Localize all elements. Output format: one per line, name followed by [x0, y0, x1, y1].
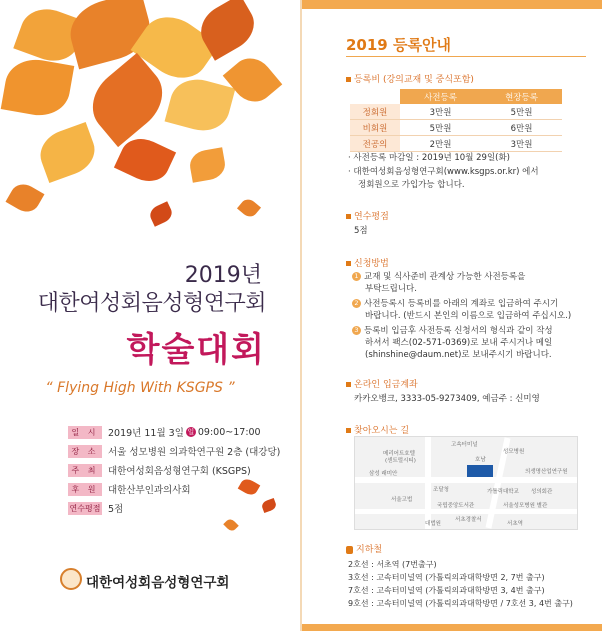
- title-year: 2019년: [184, 263, 262, 288]
- info-value: 서울 성모병원 의과학연구원 2층 (대강당): [108, 447, 281, 458]
- bank-label: [346, 377, 418, 390]
- apply-step-text: 사전등록시 등록비를 아래의 계좌로 입금하여 주시기: [364, 299, 559, 309]
- subway-icon: [346, 546, 353, 554]
- fee-label-text: 등록비 (강의교재 및 중식포함): [354, 75, 474, 85]
- apply-step-cont: 바랍니다. (반드시 본인의 이름으로 입금하여 주십시오.): [365, 311, 572, 321]
- bank-account: 카카오뱅크, 3333-05-9273409, 예금주 : 신미영: [354, 394, 540, 404]
- event-info: [68, 423, 293, 518]
- info-row-host: [68, 461, 293, 479]
- credit-label: [346, 209, 389, 222]
- fee-cell: 6만원: [481, 120, 562, 136]
- info-key: 장 소: [68, 445, 102, 458]
- map-road: [355, 477, 577, 483]
- fee-deadline-note: · 사전등록 마감일 : 2019년 10월 29일(화): [348, 153, 510, 163]
- step-number-icon: 2: [352, 299, 361, 308]
- society-name: 대한여성회음성형연구회: [86, 575, 230, 591]
- fee-cell: 5만원: [481, 104, 562, 120]
- apply-step-cont: 부탁드립니다.: [365, 284, 417, 294]
- map-place: 서초역: [507, 521, 523, 527]
- map-place: 메리어트호텔: [383, 451, 415, 457]
- subway-label-text: 지하철: [356, 545, 383, 555]
- map-place: (센트럴시티): [385, 458, 416, 464]
- table-row: [350, 120, 562, 136]
- info-key: 후 원: [68, 483, 102, 496]
- map-place: 고속터미널: [451, 442, 478, 448]
- square-bullet-icon: [346, 382, 351, 387]
- apply-step-text: 등록비 입금후 사전등록 신청서의 형식과 같이 작성: [364, 326, 553, 336]
- location-map: [354, 436, 578, 530]
- fee-cell: 3만원: [481, 136, 562, 152]
- society-logo-icon: [60, 568, 82, 590]
- apply-label: [346, 256, 389, 269]
- map-road: [355, 509, 577, 514]
- map-place: 성모병원: [503, 449, 525, 455]
- map-place: 성의회관: [531, 489, 553, 495]
- step-number-icon: 1: [352, 272, 361, 281]
- autumn-leaves-illustration: [0, 0, 300, 250]
- subway-route: 3호선 : 고속터미널역 (가톨릭의과대학방면 2, 7번 출구): [348, 573, 545, 582]
- registration-panel: [302, 0, 602, 631]
- square-bullet-icon: [346, 77, 351, 82]
- membership-note-2: 정회원으로 가입가능 합니다.: [358, 180, 465, 190]
- map-place: 호남: [475, 457, 486, 463]
- subway-label: [346, 542, 382, 555]
- map-place: 조달청: [433, 487, 449, 493]
- credit-value: 5점: [354, 226, 368, 236]
- table-row: [350, 136, 562, 152]
- info-value: 대한산부인과의사회: [108, 485, 191, 496]
- bank-label-text: 온라인 입금계좌: [354, 380, 418, 390]
- apply-step-cont: (shinshine@daum.net)로 보내주시기 바랍니다.: [365, 350, 552, 360]
- bottom-bar: [302, 624, 602, 631]
- fee-cell: 5만원: [400, 120, 481, 136]
- slogan: “ Flying High With KSGPS ”: [45, 380, 235, 396]
- map-label-text: 찾아오시는 길: [354, 426, 410, 436]
- info-row-place: [68, 442, 293, 460]
- map-place: 가톨릭대학교: [487, 489, 519, 495]
- heading-underline: [346, 56, 586, 57]
- info-value: 2019년 11월 3일: [108, 428, 184, 439]
- fee-table-corner: [350, 89, 400, 104]
- square-bullet-icon: [346, 214, 351, 219]
- step-number-icon: 3: [352, 326, 361, 335]
- apply-label-text: 신청방법: [354, 259, 389, 269]
- fee-label: [346, 72, 474, 85]
- fee-cell: 3만원: [400, 104, 481, 120]
- square-bullet-icon: [346, 428, 351, 433]
- subway-route: 9호선 : 고속터미널역 (가톨릭의과대학방면 / 7호선 3, 4번 출구): [348, 599, 573, 608]
- title-organization: 대한여성회음성형연구회: [37, 291, 266, 316]
- info-key: 연수평점: [69, 503, 101, 513]
- title-event: 학술대회: [126, 330, 266, 370]
- info-value: 5점: [108, 504, 124, 515]
- info-key: 일 시: [68, 426, 102, 439]
- fee-row-header: 정회원: [350, 104, 400, 120]
- table-row: [350, 104, 562, 120]
- fee-table-header: [350, 89, 562, 104]
- map-place: 국립중앙도서관: [437, 503, 475, 509]
- info-row-sponsor: [68, 480, 293, 498]
- fee-row-header: 전공의: [350, 136, 400, 152]
- section-heading: 2019 등록안내: [346, 36, 451, 54]
- map-label: [346, 423, 409, 436]
- info-key: 주 최: [68, 464, 102, 477]
- cover-panel: [0, 0, 300, 631]
- apply-step-text: 교재 및 식사준비 관계상 가능한 사전등록을: [364, 272, 526, 282]
- map-place: 의생명산업연구원: [525, 469, 568, 475]
- map-place: 서울고법: [391, 497, 413, 503]
- weekday-badge: 일: [187, 428, 195, 436]
- fee-table: [350, 89, 562, 152]
- square-bullet-icon: [346, 261, 351, 266]
- membership-note: · 대한여성회음성형연구회(www.ksgps.or.kr) 에서: [348, 167, 539, 177]
- fee-cell: 2만원: [400, 136, 481, 152]
- hospital-marker-icon: [467, 465, 493, 477]
- top-bar: [302, 0, 602, 9]
- fee-row-header: 비회원: [350, 120, 400, 136]
- apply-step-cont: 하셔서 팩스(02-571-0369)로 보내 주시거나 메일: [365, 338, 553, 348]
- info-row-date: [68, 423, 293, 441]
- map-place: 대법원: [425, 521, 441, 527]
- subway-route: 7호선 : 고속터미널역 (가톨릭의과대학방면 3, 4번 출구): [348, 586, 545, 595]
- map-road: [425, 437, 431, 529]
- map-place: 서초경찰서: [455, 517, 482, 523]
- credit-label-text: 연수평점: [354, 212, 389, 222]
- fee-col-header: 사전등록: [400, 89, 481, 104]
- leaf-icon: [223, 517, 239, 533]
- info-value: 대한여성회음성형연구회 (KSGPS): [108, 466, 251, 477]
- map-place: 서울성모병원 별관: [503, 503, 548, 509]
- info-time: 09:00~17:00: [197, 426, 261, 438]
- fee-col-header: 현장등록: [481, 89, 562, 104]
- info-row-credit: [68, 499, 293, 517]
- subway-route: 2호선 : 서초역 (7번출구): [348, 560, 437, 569]
- map-place: 삼성 래미안: [369, 471, 398, 477]
